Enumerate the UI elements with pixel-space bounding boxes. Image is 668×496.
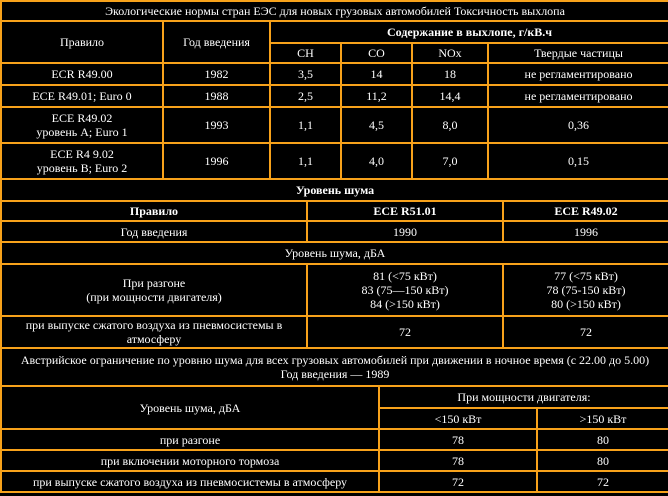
col-nox: NOx [412,43,488,63]
accel-value: 81 (<75 кВт) [373,269,437,283]
table-row [1,264,668,316]
emissions-table [0,0,668,180]
accel-line: (при мощности двигателя) [86,290,222,304]
co-cell: 4,5 [341,107,412,143]
austria-title-line: Австрийское ограничение по уровню шума для всех грузовых автомобилей при движении в ночное время (с 22.00 до 5.00) [20,353,650,367]
air-label [1,316,307,348]
year-r4902: 1996 [503,221,668,242]
austria-row-low: 78 [379,429,537,450]
austria-row-label: при выпуске сжатого воздуха из пневмосистемы в атмосферу [1,471,379,492]
noise-title: Уровень шума [1,179,668,201]
austria-row-high: 80 [537,429,668,450]
table-row [1,85,668,107]
austria-col-high: >150 кВт [537,408,668,429]
col-co: CO [341,43,412,63]
austria-col-low: <150 кВт [379,408,537,429]
austria-table [0,347,668,493]
table-row [1,221,668,242]
rule-cell [1,107,163,143]
austria-title [1,348,668,386]
noise-col-r4902: ECE R49.02 [503,201,668,221]
rule-line: уровень B; Euro 2 [36,161,128,175]
year-cell: 1988 [163,85,270,107]
nox-cell: 7,0 [412,143,488,179]
accel-value: 78 (75-150 кВт) [546,283,626,297]
accel-line: При разгоне [122,276,186,290]
table-row [1,143,668,179]
year-cell: 1996 [163,143,270,179]
austria-col-level: Уровень шума, дБА [1,386,379,429]
austria-row-label: при разгоне [1,429,379,450]
accel-value: 80 (>150 кВт) [551,297,621,311]
rule-line: уровень A; Euro 1 [36,125,128,139]
rule-cell [1,143,163,179]
emissions-title: Экологические нормы стран ЕЭС для новых грузовых автомобилей Токсичность выхлопа [1,1,668,21]
air-line: при выпуске сжатого воздуха из пневмосистемы в [25,318,283,332]
austria-row-label: при включении моторного тормоза [1,450,379,471]
pm-cell: 0,36 [488,107,668,143]
ch-cell: 2,5 [270,85,341,107]
pm-cell: не регламентировано [488,85,668,107]
rule-line: ECE R4 9.02 [50,147,114,161]
accel-r5101 [307,264,503,316]
accel-value: 77 (<75 кВт) [554,269,618,283]
col-ch: CH [270,43,341,63]
table-row [1,107,668,143]
noise-table [0,178,668,349]
table-row [1,316,668,348]
ch-cell: 3,5 [270,63,341,85]
pm-cell: не регламентировано [488,63,668,85]
noise-col-r5101: ECE R51.01 [307,201,503,221]
co-cell: 14 [341,63,412,85]
austria-col-power: При мощности двигателя: [379,386,668,408]
col-content: Содержание в выхлопе, г/кВ.ч [270,21,668,43]
nox-cell: 14,4 [412,85,488,107]
rule-line: ECE R49.02 [51,111,113,125]
table-row [1,450,668,471]
rule-cell: ECR R49.00 [1,63,163,85]
table-row [1,471,668,492]
austria-row-low: 78 [379,450,537,471]
col-rule: Правило [1,21,163,63]
year-label: Год введения [1,221,307,242]
noise-level-label: Уровень шума, дБА [1,242,668,264]
accel-value: 84 (>150 кВт) [370,297,440,311]
ch-cell: 1,1 [270,107,341,143]
austria-row-low: 72 [379,471,537,492]
accel-r4902 [503,264,668,316]
pm-cell: 0,15 [488,143,668,179]
rule-cell: ECE R49.01; Euro 0 [1,85,163,107]
co-cell: 11,2 [341,85,412,107]
accel-value: 83 (75—150 кВт) [361,283,449,297]
year-cell: 1993 [163,107,270,143]
ch-cell: 1,1 [270,143,341,179]
year-cell: 1982 [163,63,270,85]
col-year: Год введения [163,21,270,63]
austria-row-high: 72 [537,471,668,492]
air-line: атмосферу [126,332,182,346]
co-cell: 4,0 [341,143,412,179]
nox-cell: 8,0 [412,107,488,143]
austria-row-high: 80 [537,450,668,471]
accel-label [1,264,307,316]
table-row [1,63,668,85]
austria-year-line: Год введения — 1989 [280,367,390,381]
air-r5101: 72 [307,316,503,348]
nox-cell: 18 [412,63,488,85]
air-r4902: 72 [503,316,668,348]
noise-col-rule: Правило [1,201,307,221]
year-r5101: 1990 [307,221,503,242]
col-pm: Твердые частицы [488,43,668,63]
table-row [1,429,668,450]
